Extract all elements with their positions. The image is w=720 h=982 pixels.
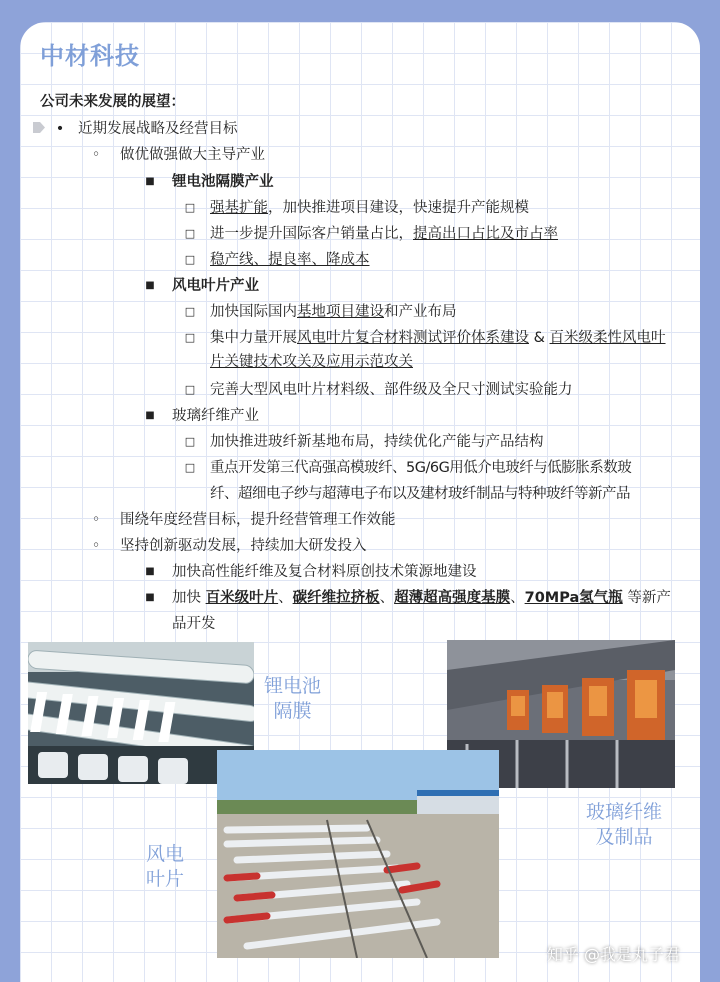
bullet-square-icon: ■	[145, 176, 155, 187]
outline-item-wind-2-cont: 片关键技术攻关及应用示范攻关	[210, 354, 413, 370]
bullet-circle-icon: ◦	[91, 538, 101, 554]
collapse-arrow-icon[interactable]	[32, 121, 46, 134]
outline-item-innovation-2-cont: 品开发	[172, 616, 216, 632]
section-heading: 公司未来发展的展望：	[40, 94, 185, 110]
bullet-hollow-square-icon: □	[184, 227, 196, 240]
bullet-square-icon: ■	[145, 592, 155, 603]
page-title: 中材科技	[40, 42, 140, 70]
bullet-hollow-square-icon: □	[184, 435, 196, 448]
wind-blade-photo	[217, 750, 499, 958]
bullet-dot-icon: •	[55, 121, 65, 137]
bullet-circle-icon: ◦	[91, 512, 101, 528]
bullet-hollow-square-icon: □	[184, 383, 196, 396]
bullet-circle-icon: ◦	[91, 147, 101, 163]
bullet-hollow-square-icon: □	[184, 253, 196, 266]
bullet-square-icon: ■	[145, 566, 155, 577]
watermark: 知乎 @我是丸子君	[546, 945, 680, 964]
caption-glass: 玻璃纤维 及制品	[586, 801, 663, 848]
outline-item-glass-2-cont: 纤、超细电子纱与超薄电子布以及建材玻纤制品与特种玻纤等新产品	[210, 486, 630, 502]
caption-wind: 风电 叶片	[146, 843, 185, 890]
bullet-hollow-square-icon: □	[184, 331, 196, 344]
bullet-hollow-square-icon: □	[184, 461, 196, 474]
caption-battery: 锂电池 隔膜	[264, 675, 322, 722]
bullet-square-icon: ■	[145, 280, 155, 291]
document-card: 中材科技 公司未来发展的展望： • 近期发展战略及经营目标 ◦ 做优做强做大主导产业 ■ 锂电池隔膜产业 □ 强基扩能，加快推进项目建设，快速提升产能规模 □ 进一步提升国际客户销量占比，提高出口占比及市占率 □ 稳产线、提良率、降成本 ■ 风电叶片产业 □ 加快国际国内基地项目建设和产业布局 □ 集中力量开展风电叶片复合材料测试评价体系建设 & 百米级柔性风电叶 片关键技术攻关及应用示范攻关 □ 完善大型风电叶片材料级、部件级及全尺寸测试实验能力 ■ 玻璃纤维产业 □ 加快推进玻纤新基地布局，持续优化产能与产品结构 □ 重点开发第三代高强高模玻纤、5G/6G用低介电玻纤与低膨胀系数玻 纤、超细电子纱与超薄电子布以及建材玻纤制品与特种玻纤等新产品 ◦ 围绕年度经营目标，提升经营管理工作效能 ◦ 坚持创新驱动发展，持续加大研发投入 ■ 加快高性能纤维及复合材料原创技术策源地建设 ■ 加快 百米级叶片、碳纤维拉挤板、超薄超高强度基膜、70MPa氢气瓶 等新产 品开发 锂电池 隔膜 玻璃纤维 及制品 风电 叶片 知乎 @我是丸子君	[20, 22, 700, 982]
bullet-hollow-square-icon: □	[184, 305, 196, 318]
bullet-square-icon: ■	[145, 410, 155, 421]
bullet-hollow-square-icon: □	[184, 201, 196, 214]
